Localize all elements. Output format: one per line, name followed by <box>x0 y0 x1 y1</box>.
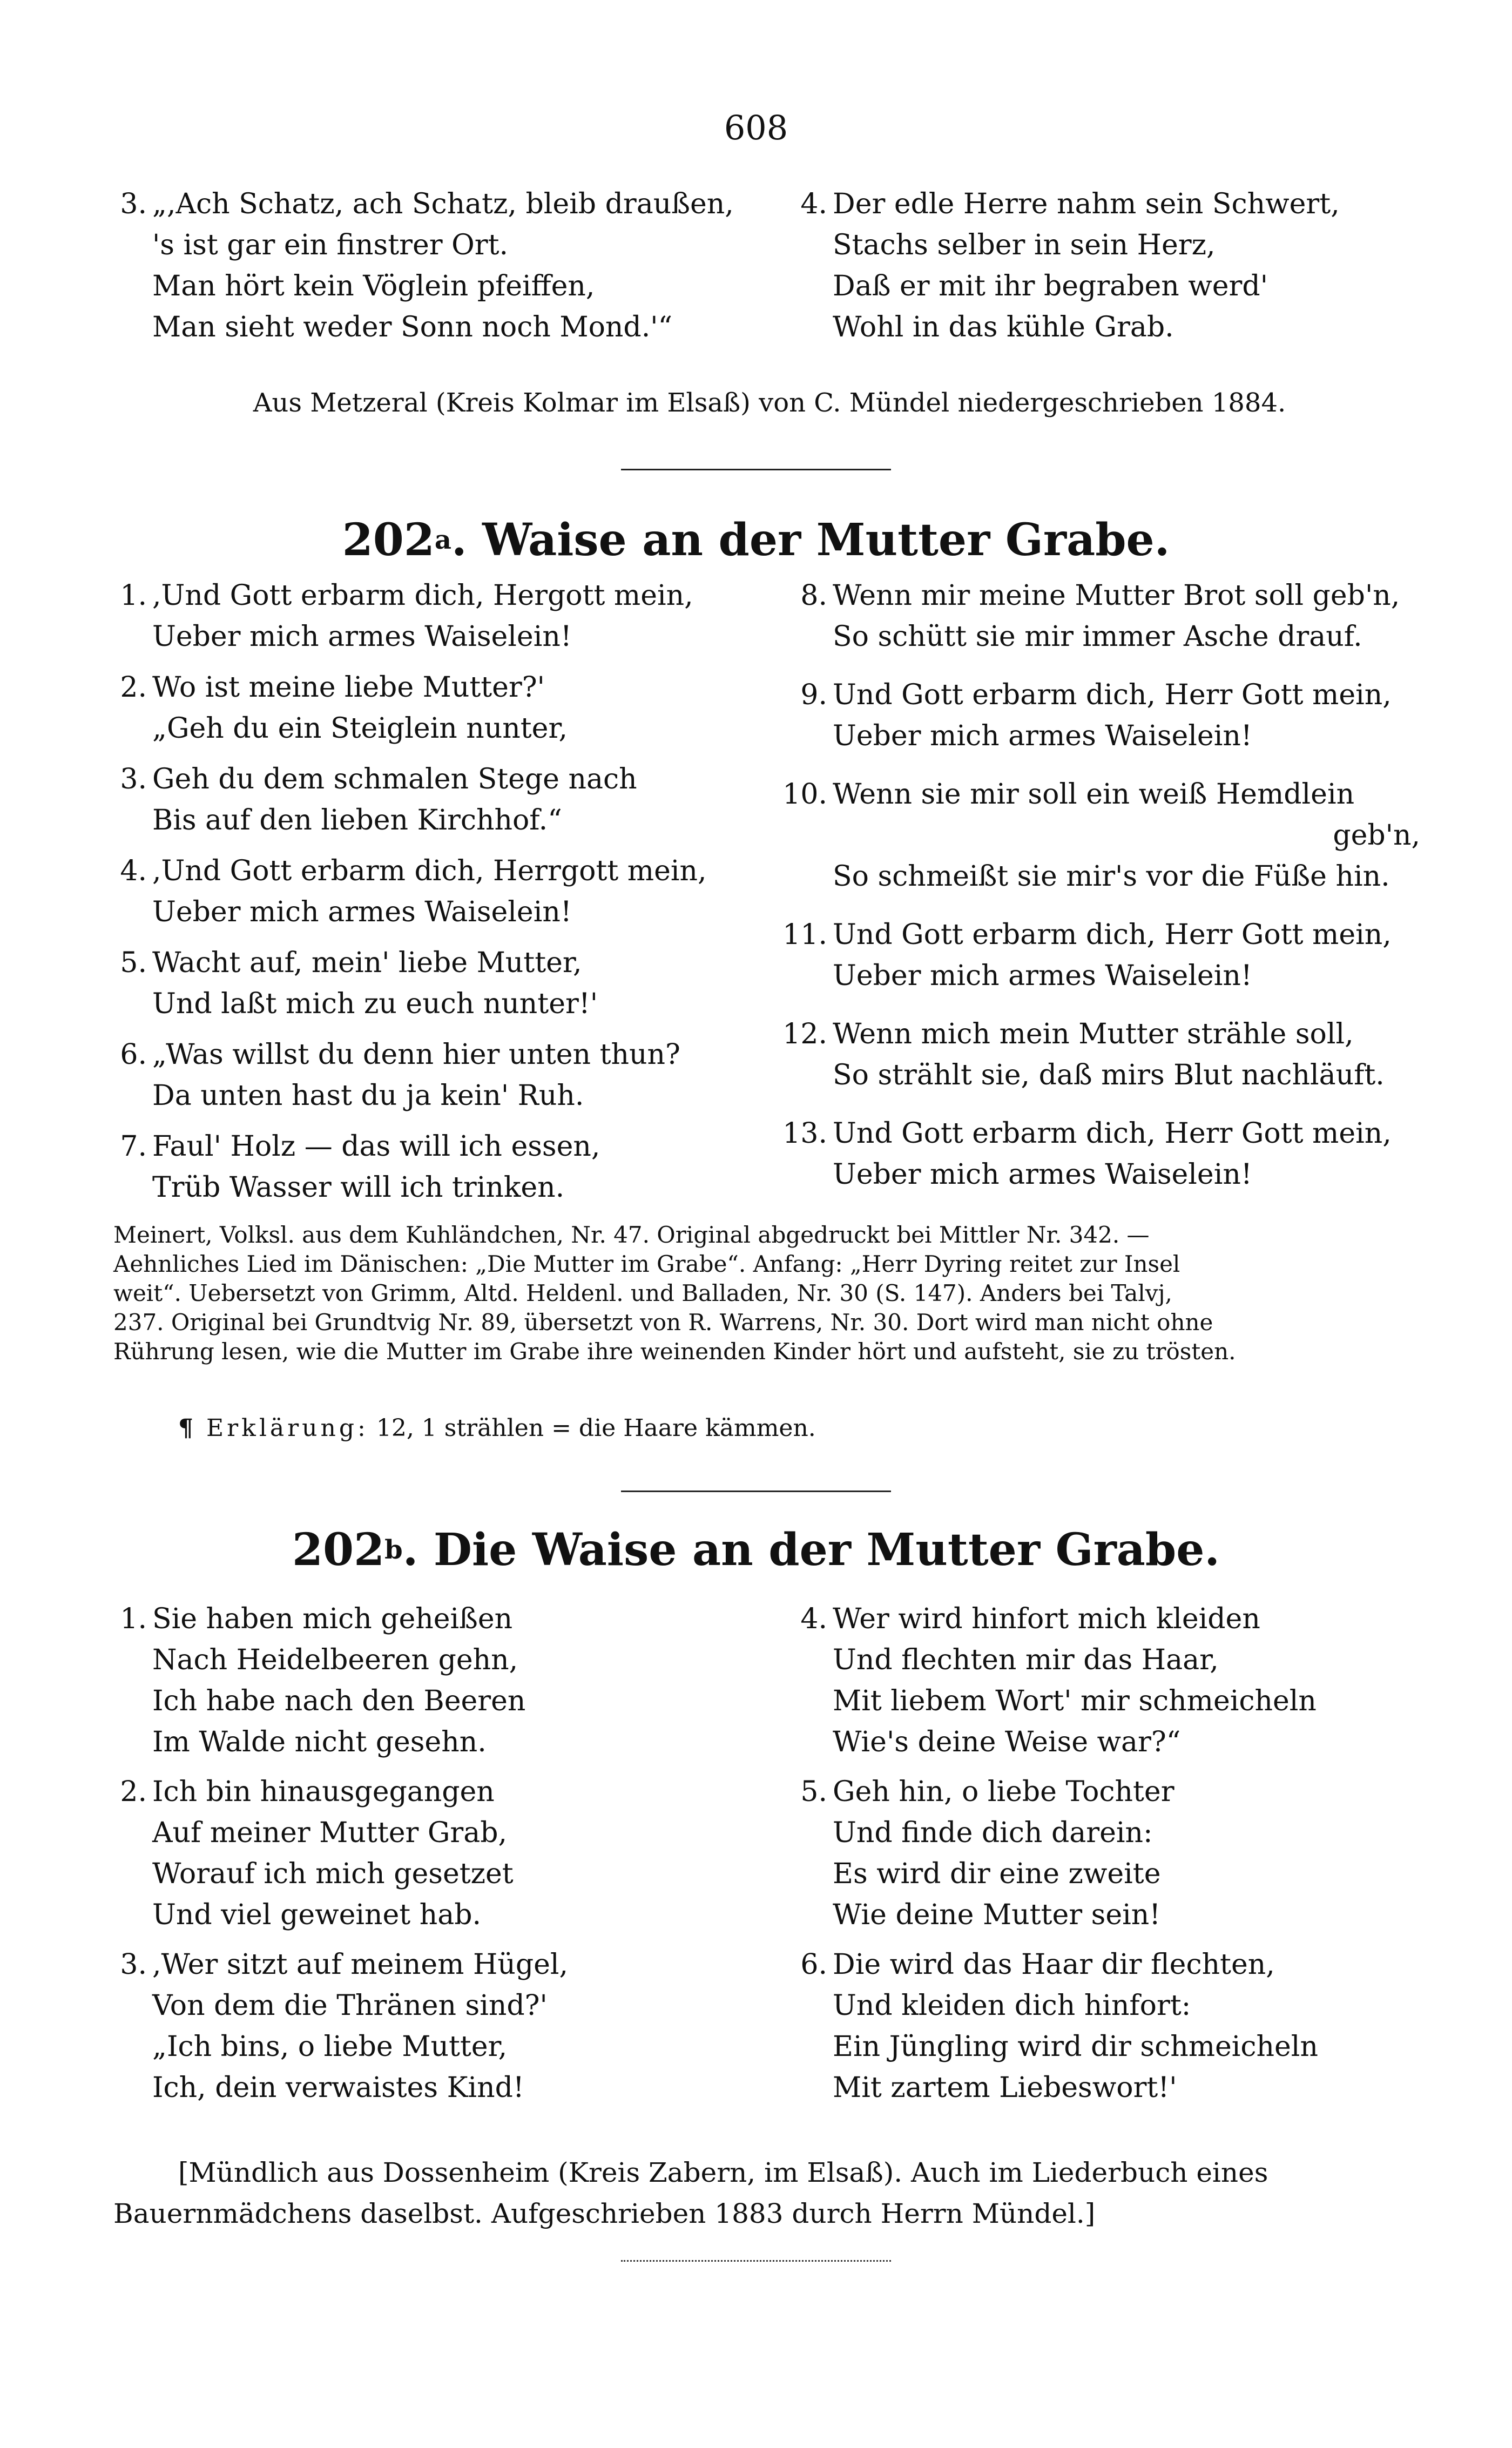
verse-line: Man sieht weder Sonn noch Mond.'“ <box>152 311 673 343</box>
stanza-number: 3. <box>120 763 147 795</box>
stanza-2 <box>97 667 767 749</box>
stanza-number: 1. <box>120 1603 147 1635</box>
stanza-6 <box>778 1944 1442 2108</box>
verse-line: Auf meiner Mutter Grab, <box>152 1817 508 1849</box>
verse-line: Ueber mich armes Waiselein! <box>833 1158 1252 1191</box>
verse-line-wrap: geb'n, <box>1333 819 1420 852</box>
section-divider <box>621 1491 891 1492</box>
verse-line: So schütt sie mir immer Asche drauf. <box>833 621 1362 653</box>
verse-line: So schmeißt sie mir's vor die Füße hin. <box>833 860 1390 893</box>
verse-line: Mit liebem Wort' mir schmeicheln <box>833 1685 1317 1717</box>
stanza-3 <box>97 1944 767 2108</box>
explanation <box>178 1412 1420 1445</box>
verse-line: Trüb Wasser will ich trinken. <box>152 1171 565 1204</box>
verse-line: Und viel geweinet hab. <box>152 1899 482 1931</box>
verse-line: Ich, dein verwaistes Kind! <box>152 2072 524 2104</box>
stanza-4 <box>97 851 767 933</box>
verse-line: Wer wird hinfort mich kleiden <box>833 1603 1260 1635</box>
verse-line: Ueber mich armes Waiselein! <box>152 896 572 928</box>
song-number-suffix: b <box>384 1535 403 1565</box>
verse-line: Und Gott erbarm dich, Herr Gott mein, <box>833 1117 1392 1150</box>
verse-line: Nach Heidelbeeren gehn, <box>152 1644 518 1676</box>
stanza-3 <box>97 759 767 841</box>
verse-line: Der edle Herre nahm sein Schwert, <box>833 188 1340 220</box>
verse-line: Man hört kein Vöglein pfeiffen, <box>152 270 595 302</box>
stanza-9 <box>778 675 1442 757</box>
verse-line: Wie deine Mutter sein! <box>833 1899 1161 1931</box>
verse-line: Ich habe nach den Beeren <box>152 1685 526 1717</box>
note-line: Aehnliches Lied im Dänischen: „Die Mutter im Grabe“. Anfang: „Herr Dyring reitet zur Insel <box>113 1251 1180 1277</box>
stanza-number: 13. <box>782 1117 827 1150</box>
stanza-number: 12. <box>782 1018 827 1050</box>
verse-line: ,Wer sitzt auf meinem Hügel, <box>152 1948 569 1981</box>
verse-line: Stachs selber in sein Herz, <box>833 229 1216 261</box>
stanza-8 <box>778 575 1442 657</box>
song-b-left-column <box>97 1599 767 2108</box>
explanation-label: Erklärung: <box>206 1414 369 1442</box>
verse-line: Geh du dem schmalen Stege nach <box>152 763 637 795</box>
song-b-source-note <box>113 2152 1442 2234</box>
verse-line: Daß er mit ihr begraben werd' <box>833 270 1268 302</box>
stanza-6 <box>97 1034 767 1116</box>
section-divider <box>621 469 891 470</box>
verse-line: So strählt sie, daß mirs Blut nachläuft. <box>833 1059 1385 1091</box>
song-a-right-column <box>778 575 1442 1195</box>
stanza-2 <box>97 1771 767 1936</box>
stanza-number: 6. <box>800 1948 827 1981</box>
verse-line: „Was willst du denn hier unten thun? <box>152 1038 680 1071</box>
verse-line: Und flechten mir das Haar, <box>833 1644 1219 1676</box>
stanza-4 <box>778 1599 1442 1763</box>
verse-line: Und laßt mich zu euch nunter!' <box>152 988 598 1020</box>
verse-line: „Geh du ein Steiglein nunter, <box>152 712 568 745</box>
verse-line: Und finde dich darein: <box>833 1817 1153 1849</box>
end-divider <box>621 2260 891 2262</box>
verse-line: ,Und Gott erbarm dich, Hergott mein, <box>152 579 693 612</box>
verse-line: Da unten hast du ja kein' Ruh. <box>152 1080 584 1112</box>
source-line: Bauernmädchens daselbst. Aufgeschrieben 1883 durch Herrn Mündel.] <box>113 2198 1096 2229</box>
verse-line: Und Gott erbarm dich, Herr Gott mein, <box>833 679 1392 711</box>
verse-line: Sie haben mich geheißen <box>152 1603 513 1635</box>
verse-line: ,Und Gott erbarm dich, Herrgott mein, <box>152 855 707 887</box>
verse-line: Wie's deine Weise war?“ <box>833 1726 1181 1758</box>
stanza-number: 2. <box>120 671 147 704</box>
stanza-number: 2. <box>120 1776 147 1808</box>
verse-line: Ueber mich armes Waiselein! <box>833 720 1252 752</box>
stanza-number: 4. <box>120 855 147 887</box>
verse-line: Wenn mich mein Mutter strähle soll, <box>833 1018 1354 1050</box>
stanza-number: 1. <box>120 579 147 612</box>
verse-line: Wenn sie mir soll ein weiß Hemdlein <box>833 778 1355 811</box>
stanza-5 <box>97 942 767 1024</box>
verse-line: Im Walde nicht gesehn. <box>152 1726 487 1758</box>
stanza-number: 7. <box>120 1130 147 1163</box>
stanza-11 <box>778 914 1442 996</box>
verse-line: Ein Jüngling wird dir schmeicheln <box>833 2031 1318 2063</box>
verse-line: Mit zartem Liebeswort!' <box>833 2072 1177 2104</box>
verse-line: Wenn mir meine Mutter Brot soll geb'n, <box>833 579 1400 612</box>
verse-line: Wo ist meine liebe Mutter?' <box>152 671 545 704</box>
top-source-note: Aus Metzeral (Kreis Kolmar im Elsaß) von C. Mündel niedergeschrieben 1884. <box>253 388 1286 418</box>
song-number: 202 <box>292 1524 385 1576</box>
verse-line: Die wird das Haar dir flechten, <box>833 1948 1275 1981</box>
verse-line: Und Gott erbarm dich, Herr Gott mein, <box>833 919 1392 951</box>
top-right-column <box>778 184 1442 348</box>
verse-line: Geh hin, o liebe Tochter <box>833 1776 1174 1808</box>
song-b-right-column <box>778 1599 1442 2108</box>
stanza-number: 11. <box>782 919 827 951</box>
top-left-column <box>97 184 767 348</box>
verse-line: Ueber mich armes Waiselein! <box>833 960 1252 992</box>
verse-line: Es wird dir eine zweite <box>833 1858 1161 1890</box>
stanza-4 <box>778 184 1442 348</box>
note-line: Meinert, Volksl. aus dem Kuhländchen, Nr. 47. Original abgedruckt bei Mittler Nr. 342. — <box>113 1222 1150 1248</box>
verse-line: Und kleiden dich hinfort: <box>833 1990 1191 2022</box>
stanza-10 <box>778 774 1442 897</box>
verse-line: 's ist gar ein finstrer Ort. <box>152 229 509 261</box>
song-number-suffix: a <box>434 525 451 555</box>
stanza-1 <box>97 575 767 657</box>
verse-line: Ueber mich armes Waiselein! <box>152 621 572 653</box>
note-line: weit“. Uebersetzt von Grimm, Altd. Heldenl. und Balladen, Nr. 30 (S. 147). Anders bei Talvj, <box>113 1280 1172 1306</box>
stanza-1 <box>97 1599 767 1763</box>
note-line: Rührung lesen, wie die Mutter im Grabe ihre weinenden Kinder hört und aufsteht, sie zu trösten. <box>113 1338 1236 1365</box>
song-title: Waise an der Mutter Grabe. <box>482 514 1170 566</box>
verse-line: Faul' Holz — das will ich essen, <box>152 1130 600 1163</box>
stanza-number: 5. <box>120 947 147 979</box>
stanza-number: 9. <box>800 679 827 711</box>
song-title: Die Waise an der Mutter Grabe. <box>433 1524 1220 1576</box>
verse-line: Ich bin hinausgegangen <box>152 1776 495 1808</box>
verse-line: Bis auf den lieben Kirchhof.“ <box>152 804 562 837</box>
stanza-12 <box>778 1014 1442 1096</box>
song-b-heading: 202$^b$. Die Waise an der Mutter Grabe. <box>292 1524 1220 1576</box>
stanza-7 <box>97 1126 767 1208</box>
verse-line: Von dem die Thränen sind?' <box>152 1990 548 2022</box>
source-line: [Mündlich aus Dossenheim (Kreis Zabern, im Elsaß). Auch im Liederbuch eines <box>178 2157 1268 2188</box>
verse-line: „,Ach Schatz, ach Schatz, bleib draußen, <box>152 188 734 220</box>
song-a-left-column <box>97 575 767 1208</box>
song-a-notes <box>113 1220 1442 1366</box>
stanza-number: 8. <box>800 579 827 612</box>
stanza-number: 4. <box>800 1603 827 1635</box>
stanza-number: 6. <box>120 1038 147 1071</box>
verse-line: „Ich bins, o liebe Mutter, <box>152 2031 508 2063</box>
stanza-5 <box>778 1771 1442 1936</box>
stanza-number: 10. <box>782 778 827 811</box>
page-number: 608 <box>724 108 788 147</box>
song-a-heading: 202$^a$. Waise an der Mutter Grabe. <box>342 514 1170 566</box>
pilcrow-icon: ¶ <box>178 1414 193 1442</box>
verse-line: Wacht auf, mein' liebe Mutter, <box>152 947 582 979</box>
stanza-3 <box>97 184 767 348</box>
verse-line: Wohl in das kühle Grab. <box>833 311 1174 343</box>
stanza-number: 4. <box>800 188 827 220</box>
stanza-13 <box>778 1113 1442 1195</box>
stanza-number: 3. <box>120 1948 147 1981</box>
stanza-number: 5. <box>800 1776 827 1808</box>
song-number: 202 <box>342 514 435 566</box>
explanation-text: 12, 1 strählen = die Haare kämmen. <box>376 1414 816 1442</box>
stanza-number: 3. <box>120 188 147 220</box>
verse-line: Worauf ich mich gesetzet <box>152 1858 514 1890</box>
note-line: 237. Original bei Grundtvig Nr. 89, übersetzt von R. Warrens, Nr. 30. Dort wird man nicht ohne <box>113 1309 1213 1336</box>
